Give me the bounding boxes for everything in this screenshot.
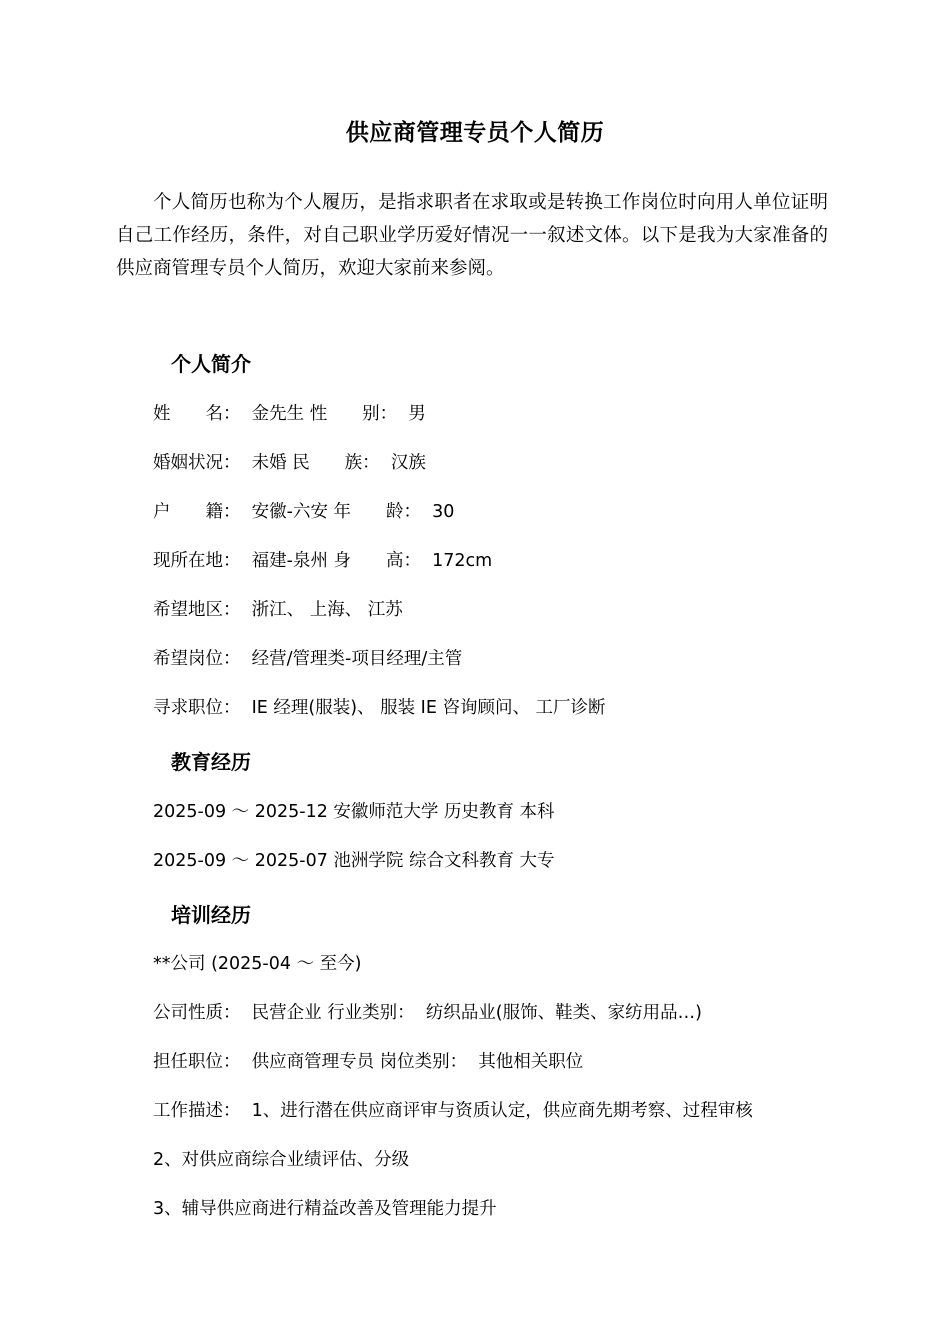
profile-line-marital: 婚姻状况： 未婚 民 族： 汉族 bbox=[153, 453, 426, 473]
training-line-position: 担任职位： 供应商管理专员 岗位类别： 其他相关职位 bbox=[153, 1052, 584, 1072]
section-heading-profile: 个人简介 bbox=[171, 352, 251, 376]
training-line-company: **公司 (2025-04 ～ 至今) bbox=[153, 954, 362, 974]
document-title: 供应商管理专员个人简历 bbox=[345, 120, 605, 146]
profile-line-target-job: 寻求职位： IE 经理(服装)、 服装 IE 咨询顾问、 工厂诊断 bbox=[153, 698, 606, 718]
training-line-company-type: 公司性质： 民营企业 行业类别： 纺织品业(服饰、鞋类、家纺用品…) bbox=[153, 1003, 702, 1023]
profile-line-location: 现所在地： 福建-泉州 身 高： 172cm bbox=[153, 551, 493, 571]
profile-line-hukou: 户 籍： 安徽-六安 年 龄： 30 bbox=[153, 502, 455, 522]
section-heading-education: 教育经历 bbox=[171, 750, 251, 774]
profile-line-name: 姓 名： 金先生 性 别： 男 bbox=[153, 404, 426, 424]
training-line-duty-3: 3、辅导供应商进行精益改善及管理能力提升 bbox=[153, 1199, 497, 1219]
education-line-1: 2025-09 ～ 2025-12 安徽师范大学 历史教育 本科 bbox=[153, 802, 555, 822]
profile-line-desired-post: 希望岗位： 经营/管理类-项目经理/主管 bbox=[153, 649, 463, 669]
education-line-2: 2025-09 ～ 2025-07 池洲学院 综合文科教育 大专 bbox=[153, 851, 555, 871]
training-line-duty-2: 2、对供应商综合业绩评估、分级 bbox=[153, 1150, 410, 1170]
training-line-description: 工作描述： 1、进行潜在供应商评审与资质认定，供应商先期考察、过程审核 bbox=[153, 1101, 753, 1121]
intro-paragraph: 个人简历也称为个人履历，是指求职者在求取或是转换工作岗位时向用人单位证明自己工作经历，条件，对自己职业学历爱好情况一一叙述文体。以下是我为大家准备的供应商管理专员个人简历，欢迎大家前来参阅。 bbox=[116, 192, 828, 279]
section-heading-training: 培训经历 bbox=[171, 903, 251, 927]
profile-line-desired-region: 希望地区： 浙江、 上海、 江苏 bbox=[153, 600, 403, 620]
